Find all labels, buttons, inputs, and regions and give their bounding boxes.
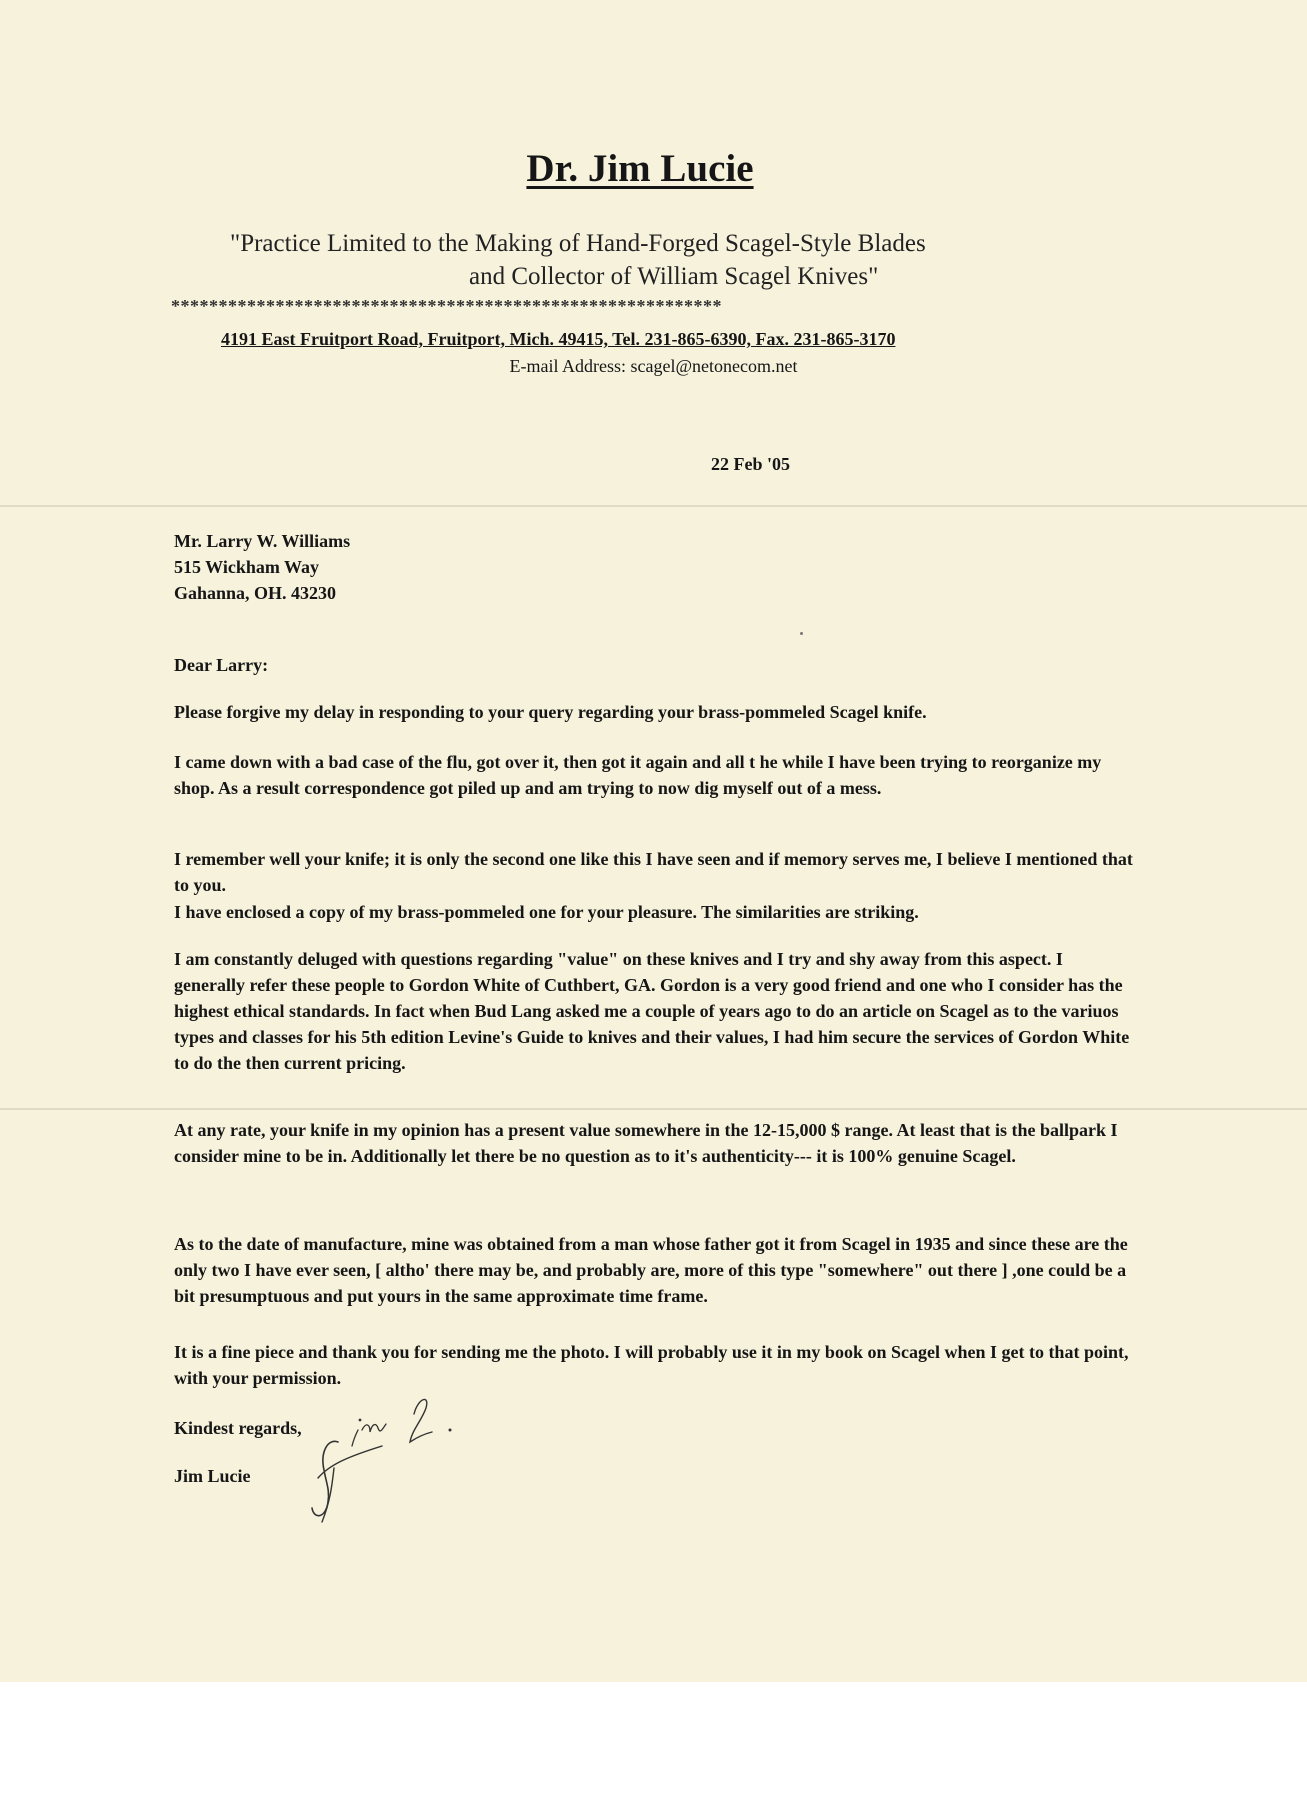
letter-paragraph: I came down with a bad case of the flu, got over it, then got it again and all t he while I have been trying to reorganize my shop. As a result correspondence got piled up and am trying to now dig myself out of a mess. <box>174 752 1102 798</box>
letter-date: 22 Feb '05 <box>711 454 790 474</box>
letterhead-motto-line-1: "Practice Limited to the Making of Hand-Forged Scagel-Style Blades <box>230 230 926 257</box>
letterhead-separator: ********************************************************** <box>171 296 722 316</box>
letterhead-email: E-mail Address: scagel@netonecom.net <box>509 356 798 376</box>
recipient-name: Mr. Larry W. Williams <box>174 531 351 551</box>
letter-paragraph: At any rate, your knife in my opinion has a present value somewhere in the 12-15,000 $ range. At least that is the ballpark I consider mine to be in. Additionally let there be no question as to it's authenticity--- it is 100% genuine Scagel. <box>174 1120 1118 1166</box>
signer-name: Jim Lucie <box>174 1466 251 1486</box>
letterhead-address: 4191 East Fruitport Road, Fruitport, Mich. 49415, Tel. 231-865-6390, Fax. 231-865-3170 <box>221 329 896 349</box>
letter-paragraph: I am constantly deluged with questions regarding "value" on these knives and I try and shy away from this aspect. I generally refer these people to Gordon White of Cuthbert, GA. Gordon is a very good friend and one who I consider has the highest ethical standards. In fact when Bud Lang asked me a couple of years ago to do an article on Scagel as to the variuos types and classes for his 5th edition Levine's Guide to knives and their values, I had him secure the services of Gordon White to do the then current pricing. <box>174 949 1130 1073</box>
handwritten-signature <box>300 1390 480 1530</box>
letter-paragraph: I have enclosed a copy of my brass-pommeled one for your pleasure. The similarities are striking. <box>174 902 919 922</box>
letter-paragraph: It is a fine piece and thank you for sending me the photo. I will probably use it in my book on Scagel when I get to that point, with your permission. <box>174 1342 1129 1388</box>
letter-paragraph: Please forgive my delay in responding to your query regarding your brass-pommeled Scagel knife. <box>174 702 927 722</box>
letter-paragraph: As to the date of manufacture, mine was obtained from a man whose father got it from Scagel in 1935 and since these are the only two I have ever seen, [ altho' there may be, and probably are, more of this type "somewhere" out there ] ,one could be a bit presumptuous and put yours in the same approximate time frame. <box>174 1234 1128 1306</box>
letter-paragraph: I remember well your knife; it is only the second one like this I have seen and if memory serves me, I believe I mentioned that to you. <box>174 849 1133 895</box>
paper-fold-line <box>0 505 1307 507</box>
letter-closing: Kindest regards, <box>174 1418 302 1438</box>
recipient-address-block <box>174 528 1134 606</box>
recipient-street: 515 Wickham Way <box>174 557 320 577</box>
paper-speck <box>800 632 803 635</box>
letterhead-motto-line-2: and Collector of William Scagel Knives" <box>469 263 879 290</box>
letter-greeting: Dear Larry: <box>174 655 269 675</box>
letterhead-name: Dr. Jim Lucie <box>526 147 754 190</box>
recipient-city: Gahanna, OH. 43230 <box>174 583 337 603</box>
paper-fold-line <box>0 1108 1307 1110</box>
